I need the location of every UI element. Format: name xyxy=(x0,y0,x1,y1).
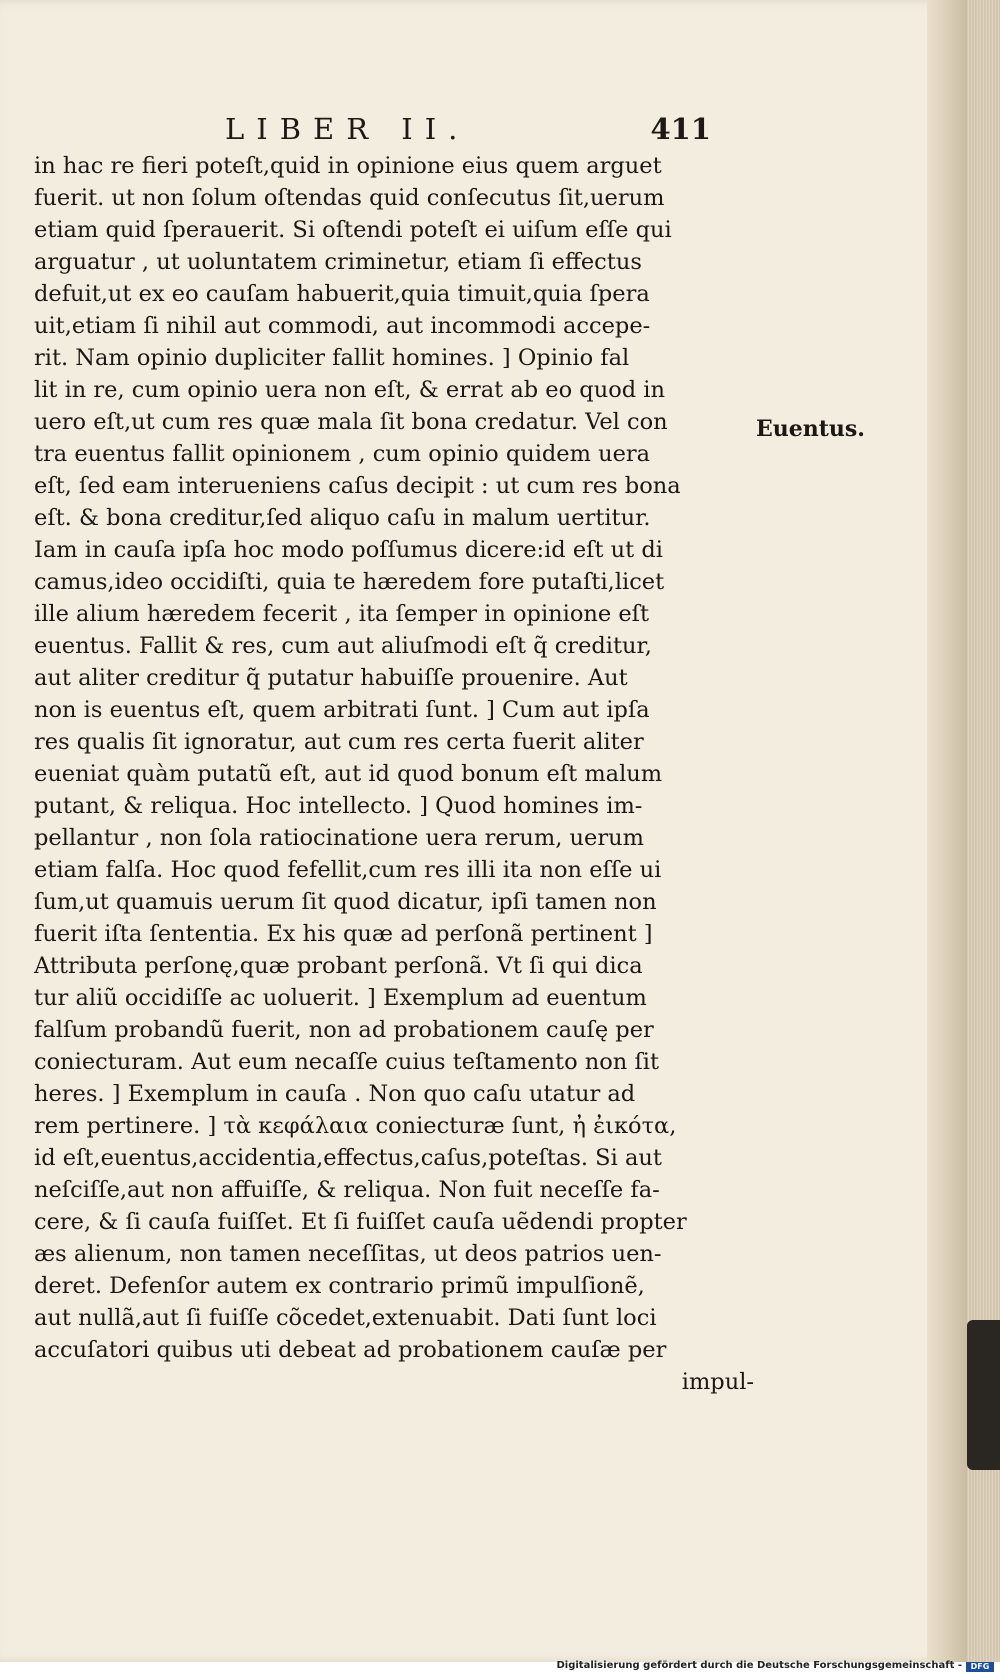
text-line: accuſatori quibus uti debeat ad probationem cauſæ per xyxy=(34,1337,667,1363)
text-line: etiam quid ſperauerit. Si oſtendi poteſt ei uiſum eſſe qui xyxy=(34,217,672,243)
text-line: deret. Defenſor autem ex contrario primũ impulſionẽ, xyxy=(34,1273,645,1299)
funding-credit: Digitalisierung gefördert durch die Deutsche Forschungsgemeinschaft - xyxy=(556,1660,962,1671)
page-number: 411 xyxy=(650,112,711,146)
dfg-logo-icon: DFG xyxy=(966,1662,994,1672)
text-line: uero eſt,ut cum res quæ mala ſit bona credatur. Vel con xyxy=(34,409,668,435)
text-line: tra euentus fallit opinionem , cum opinio quidem uera xyxy=(34,441,651,467)
text-line: cere, & ſi cauſa fuiſſet. Et ſi fuiſſet cauſa uẽdendi propter xyxy=(34,1209,687,1235)
text-line: rem pertinere. ] τὰ κεφάλαια coniecturæ ſunt, ἠ ἐικότα, xyxy=(34,1113,677,1139)
text-line: eueniat quàm putatũ eſt, aut id quod bonum eſt malum xyxy=(34,761,663,787)
text-line: lit in re, cum opinio uera non eſt, & errat ab eo quod in xyxy=(34,377,665,403)
marginal-note: Euentus. xyxy=(756,416,865,442)
page-clip xyxy=(967,1320,1000,1470)
text-line: aut nullã,aut ſi fuiſſe cõcedet,extenuabit. Dati ſunt loci xyxy=(34,1305,657,1331)
text-line: eſt, ſed eam interueniens caſus decipit : ut cum res bona xyxy=(34,473,681,499)
text-line: id eſt,euentus,accidentia,effectus,caſus,poteſtas. Si aut xyxy=(34,1145,662,1171)
text-line: aut aliter creditur q̃ putatur habuiſſe prouenire. Aut xyxy=(34,665,628,691)
text-line: tur aliũ occidiſſe ac uoluerit. ] Exemplum ad euentum xyxy=(34,985,647,1011)
page-gutter-shadow xyxy=(927,0,967,1662)
text-line: putant, & reliqua. Hoc intellecto. ] Quod homines im- xyxy=(34,793,643,819)
catchword: impul- xyxy=(681,1369,754,1395)
text-line: etiam falſa. Hoc quod fefellit,cum res illi ita non eſſe ui xyxy=(34,857,662,883)
text-line: neſciſſe,aut non affuiſſe, & reliqua. Non fuit neceſſe fa- xyxy=(34,1177,660,1203)
running-header xyxy=(225,112,711,146)
text-line: uit,etiam ſi nihil aut commodi, aut incommodi accepe- xyxy=(34,313,651,339)
text-line: ille alium hæredem fecerit , ita ſemper in opinione eſt xyxy=(34,601,650,627)
text-line: pellantur , non ſola ratiocinatione uera rerum, uerum xyxy=(34,825,644,851)
text-line: fuerit iſta ſententia. Ex his quæ ad perſonã pertinent ] xyxy=(34,921,653,947)
body-text xyxy=(34,150,754,1398)
text-line: Iam in cauſa ipſa hoc modo poſſumus dicere:id eſt ut di xyxy=(34,537,663,563)
text-line: rit. Nam opinio dupliciter fallit homines. ] Opinio fal xyxy=(34,345,630,371)
text-line: heres. ] Exemplum in cauſa . Non quo caſu utatur ad xyxy=(34,1081,636,1107)
text-line: euentus. Fallit & res, cum aut aliuſmodi eſt q̃ creditur, xyxy=(34,633,652,659)
text-line: res qualis ſit ignoratur, aut cum res certa fuerit aliter xyxy=(34,729,644,755)
text-line: æs alienum, non tamen neceſſitas, ut deos patrios uen- xyxy=(34,1241,662,1267)
text-line: ſum,ut quamuis uerum ſit quod dicatur, ipſi tamen non xyxy=(34,889,657,915)
text-line: eſt. & bona creditur,ſed aliquo caſu in malum uertitur. xyxy=(34,505,651,531)
text-line: defuit,ut ex eo cauſam habuerit,quia timuit,quia ſpera xyxy=(34,281,650,307)
text-line: falſum probandũ fuerit, non ad probationem cauſę per xyxy=(34,1017,654,1043)
running-title: LIBER II. xyxy=(225,112,470,146)
text-line: Attributa perſonę,quæ probant perſonã. Vt ſi qui dica xyxy=(34,953,643,979)
text-line: in hac re fieri poteſt,quid in opinione eius quem arguet xyxy=(34,153,662,179)
text-line: fuerit. ut non ſolum oſtendas quid conſecutus ſit,uerum xyxy=(34,185,665,211)
text-line: non is euentus eſt, quem arbitrati ſunt. ] Cum aut ipſa xyxy=(34,697,650,723)
text-line: coniecturam. Aut eum necaſſe cuius teſtamento non ſit xyxy=(34,1049,660,1075)
text-line: camus,ideo occidiſti, quia te hæredem fore putaſti,licet xyxy=(34,569,665,595)
text-line: arguatur , ut uoluntatem criminetur, etiam ſi effectus xyxy=(34,249,642,275)
